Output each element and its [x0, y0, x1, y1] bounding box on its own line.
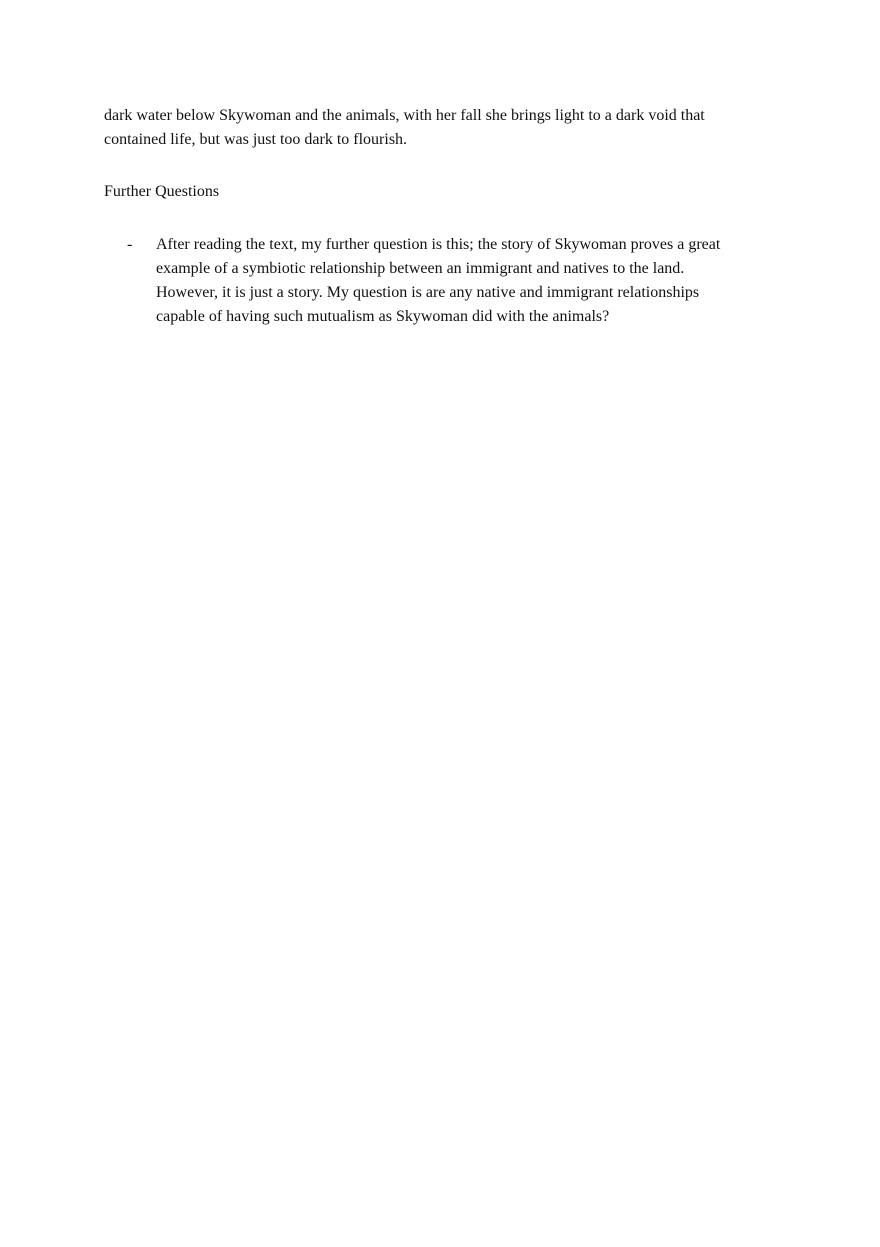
paragraph-line: contained life, but was just too dark to flourish. [104, 131, 408, 148]
bullet-text-line: However, it is just a story. My question is are any native and immigrant relationships [156, 284, 700, 301]
bullet-marker: - [127, 236, 133, 253]
section-heading: Further Questions [104, 183, 220, 200]
bullet-text-line: example of a symbiotic relationship between an immigrant and natives to the land. [156, 260, 685, 277]
bullet-text-line: capable of having such mutualism as Skywoman did with the animals? [156, 308, 610, 325]
bullet-text-line: After reading the text, my further question is this; the story of Skywoman proves a great [156, 236, 721, 253]
paragraph-line: dark water below Skywoman and the animals, with her fall she brings light to a dark void that [104, 107, 705, 124]
